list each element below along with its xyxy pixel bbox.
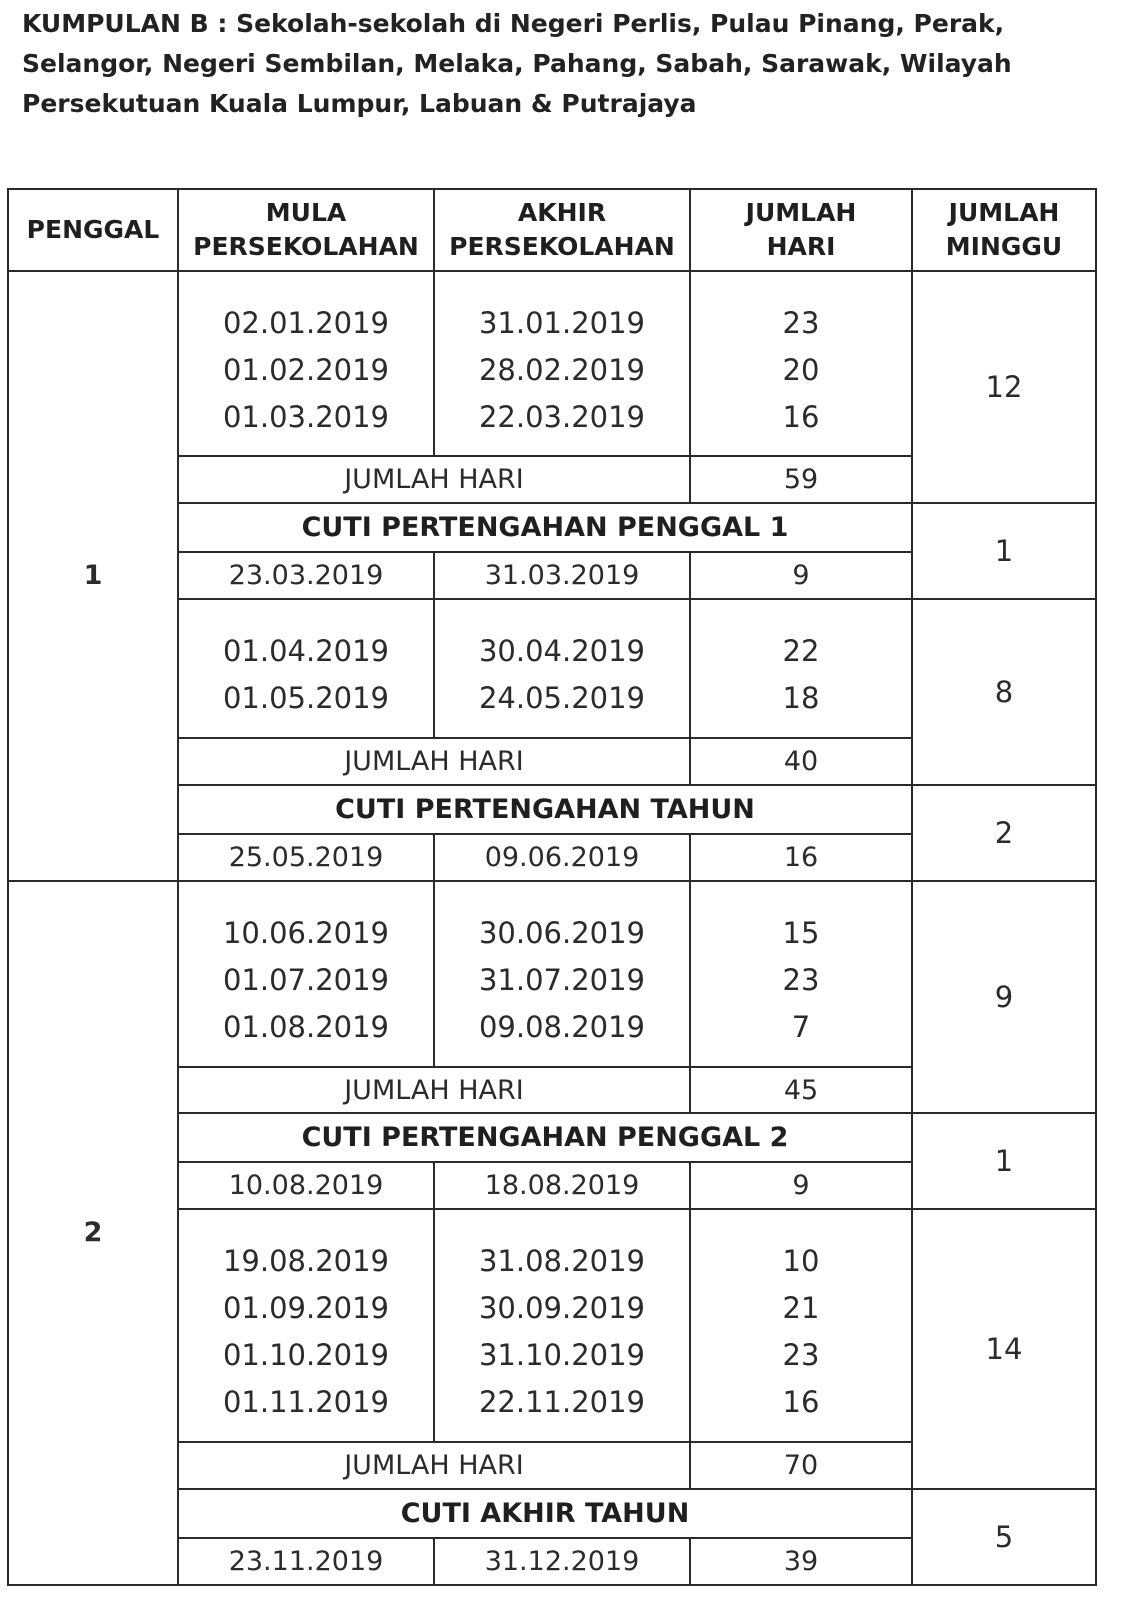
header-penggal: PENGGAL xyxy=(8,189,178,271)
p1-block1-mula xyxy=(178,271,434,457)
day-count-cell: 7 xyxy=(791,1009,811,1044)
header-jumlah-hari xyxy=(690,189,912,271)
p2-block1-mula xyxy=(178,881,434,1067)
date-cell: 19.08.2019 xyxy=(222,1244,390,1279)
p2-block1-hari xyxy=(690,881,912,1067)
header-akhir xyxy=(434,189,690,271)
date-cell: 01.09.2019 xyxy=(222,1291,390,1326)
page-title: KUMPULAN B : Sekolah-sekolah di Negeri Perlis, Pulau Pinang, Perak, Selangor, Negeri Sembilan, Melaka, Pahang, Sabah, Sarawak, Wilayah Persekutuan Kuala Lumpur, Labuan & Putrajaya xyxy=(22,9,1012,118)
header-mula xyxy=(178,189,434,271)
date-cell: 24.05.2019 xyxy=(478,681,646,716)
date-cell: 31.01.2019 xyxy=(478,305,646,340)
date-cell: 31.08.2019 xyxy=(478,1244,646,1279)
day-count-cell: 18 xyxy=(782,681,820,716)
day-count-cell: 20 xyxy=(782,352,820,387)
school-calendar-table xyxy=(7,188,1097,1586)
date-cell: 28.02.2019 xyxy=(478,352,646,387)
p2-block1-akhir xyxy=(434,881,690,1067)
date-cell: 01.04.2019 xyxy=(222,634,390,669)
header-hari-line2: HARI xyxy=(766,231,836,261)
p2-break1-weeks: 1 xyxy=(912,1113,1096,1209)
day-count-cell: 10 xyxy=(782,1244,820,1279)
p1-block1-weeks: 12 xyxy=(912,271,1096,504)
date-cell: 01.11.2019 xyxy=(222,1385,390,1420)
p2-block2-akhir xyxy=(434,1209,690,1442)
penggal-2-label: 2 xyxy=(8,881,178,1585)
p1-break2-mula: 25.05.2019 xyxy=(178,834,434,881)
day-count-cell: 23 xyxy=(782,962,820,997)
date-cell: 31.07.2019 xyxy=(478,962,646,997)
date-cell: 09.08.2019 xyxy=(478,1009,646,1044)
p1-block2-akhir xyxy=(434,599,690,738)
p2-block1-weeks: 9 xyxy=(912,881,1096,1114)
p1-break2-weeks: 2 xyxy=(912,785,1096,881)
p1-break1-akhir: 31.03.2019 xyxy=(434,552,690,599)
date-cell: 30.06.2019 xyxy=(478,915,646,950)
header-minggu-line1: JUMLAH xyxy=(948,197,1060,227)
header-akhir-line1: AKHIR xyxy=(517,197,607,227)
day-count-cell: 22 xyxy=(782,634,820,669)
jumlah-hari-label: JUMLAH HARI xyxy=(178,1442,690,1489)
date-cell: 01.07.2019 xyxy=(222,962,390,997)
day-count-cell: 16 xyxy=(782,399,820,434)
date-cell: 30.04.2019 xyxy=(478,634,646,669)
jumlah-hari-label: JUMLAH HARI xyxy=(178,456,690,503)
day-count-cell: 16 xyxy=(782,1385,820,1420)
p2-break1-hari: 9 xyxy=(690,1162,912,1209)
date-cell: 22.03.2019 xyxy=(478,399,646,434)
header-row xyxy=(8,189,1096,271)
p1-block1-akhir xyxy=(434,271,690,457)
date-cell: 30.09.2019 xyxy=(478,1291,646,1326)
p2-break1-akhir: 18.08.2019 xyxy=(434,1162,690,1209)
p1-break1-weeks: 1 xyxy=(912,503,1096,599)
p2-block2-total: 70 xyxy=(690,1442,912,1489)
p2-block2-hari xyxy=(690,1209,912,1442)
header-jumlah-minggu xyxy=(912,189,1096,271)
p1-block2-total: 40 xyxy=(690,738,912,785)
date-cell: 01.08.2019 xyxy=(222,1009,390,1044)
header-akhir-line2: PERSEKOLAHAN xyxy=(449,231,675,261)
date-cell: 10.06.2019 xyxy=(222,915,390,950)
p1-break2-akhir: 09.06.2019 xyxy=(434,834,690,881)
p2-break2-mula: 23.11.2019 xyxy=(178,1538,434,1585)
date-cell: 31.10.2019 xyxy=(478,1338,646,1373)
p1-break2-hari: 16 xyxy=(690,834,912,881)
header-mula-line2: PERSEKOLAHAN xyxy=(193,231,419,261)
p2-break2-title: CUTI AKHIR TAHUN xyxy=(178,1489,912,1538)
p2-block1-row xyxy=(8,881,1096,1067)
date-cell: 01.05.2019 xyxy=(222,681,390,716)
p2-block2-mula xyxy=(178,1209,434,1442)
jumlah-hari-label: JUMLAH HARI xyxy=(178,1067,690,1114)
p1-break2-title: CUTI PERTENGAHAN TAHUN xyxy=(178,785,912,834)
date-cell: 01.10.2019 xyxy=(222,1338,390,1373)
p2-break2-akhir: 31.12.2019 xyxy=(434,1538,690,1585)
day-count-cell: 21 xyxy=(782,1291,820,1326)
p1-break1-mula: 23.03.2019 xyxy=(178,552,434,599)
p2-break2-weeks: 5 xyxy=(912,1489,1096,1585)
p1-break1-title: CUTI PERTENGAHAN PENGGAL 1 xyxy=(178,503,912,552)
date-cell: 02.01.2019 xyxy=(222,305,390,340)
p1-break1-hari: 9 xyxy=(690,552,912,599)
p1-block1-hari xyxy=(690,271,912,457)
header-minggu-line2: MINGGU xyxy=(945,231,1063,261)
day-count-cell: 23 xyxy=(782,1338,820,1373)
header-mula-line1: MULA xyxy=(265,197,347,227)
date-cell: 22.11.2019 xyxy=(478,1385,646,1420)
p2-block1-total: 45 xyxy=(690,1067,912,1114)
day-count-cell: 23 xyxy=(782,305,820,340)
p2-block2-weeks: 14 xyxy=(912,1209,1096,1489)
penggal-1-label: 1 xyxy=(8,271,178,881)
jumlah-hari-label: JUMLAH HARI xyxy=(178,738,690,785)
header-hari-line1: JUMLAH xyxy=(745,197,857,227)
p1-block1-row xyxy=(8,271,1096,457)
day-count-cell: 15 xyxy=(782,915,820,950)
p1-block2-hari xyxy=(690,599,912,738)
p1-block2-mula xyxy=(178,599,434,738)
date-cell: 01.03.2019 xyxy=(222,399,390,434)
p2-break2-hari: 39 xyxy=(690,1538,912,1585)
p1-block2-weeks: 8 xyxy=(912,599,1096,785)
date-cell: 01.02.2019 xyxy=(222,352,390,387)
p2-break1-title: CUTI PERTENGAHAN PENGGAL 2 xyxy=(178,1113,912,1162)
p2-break1-mula: 10.08.2019 xyxy=(178,1162,434,1209)
p1-block1-total: 59 xyxy=(690,456,912,503)
